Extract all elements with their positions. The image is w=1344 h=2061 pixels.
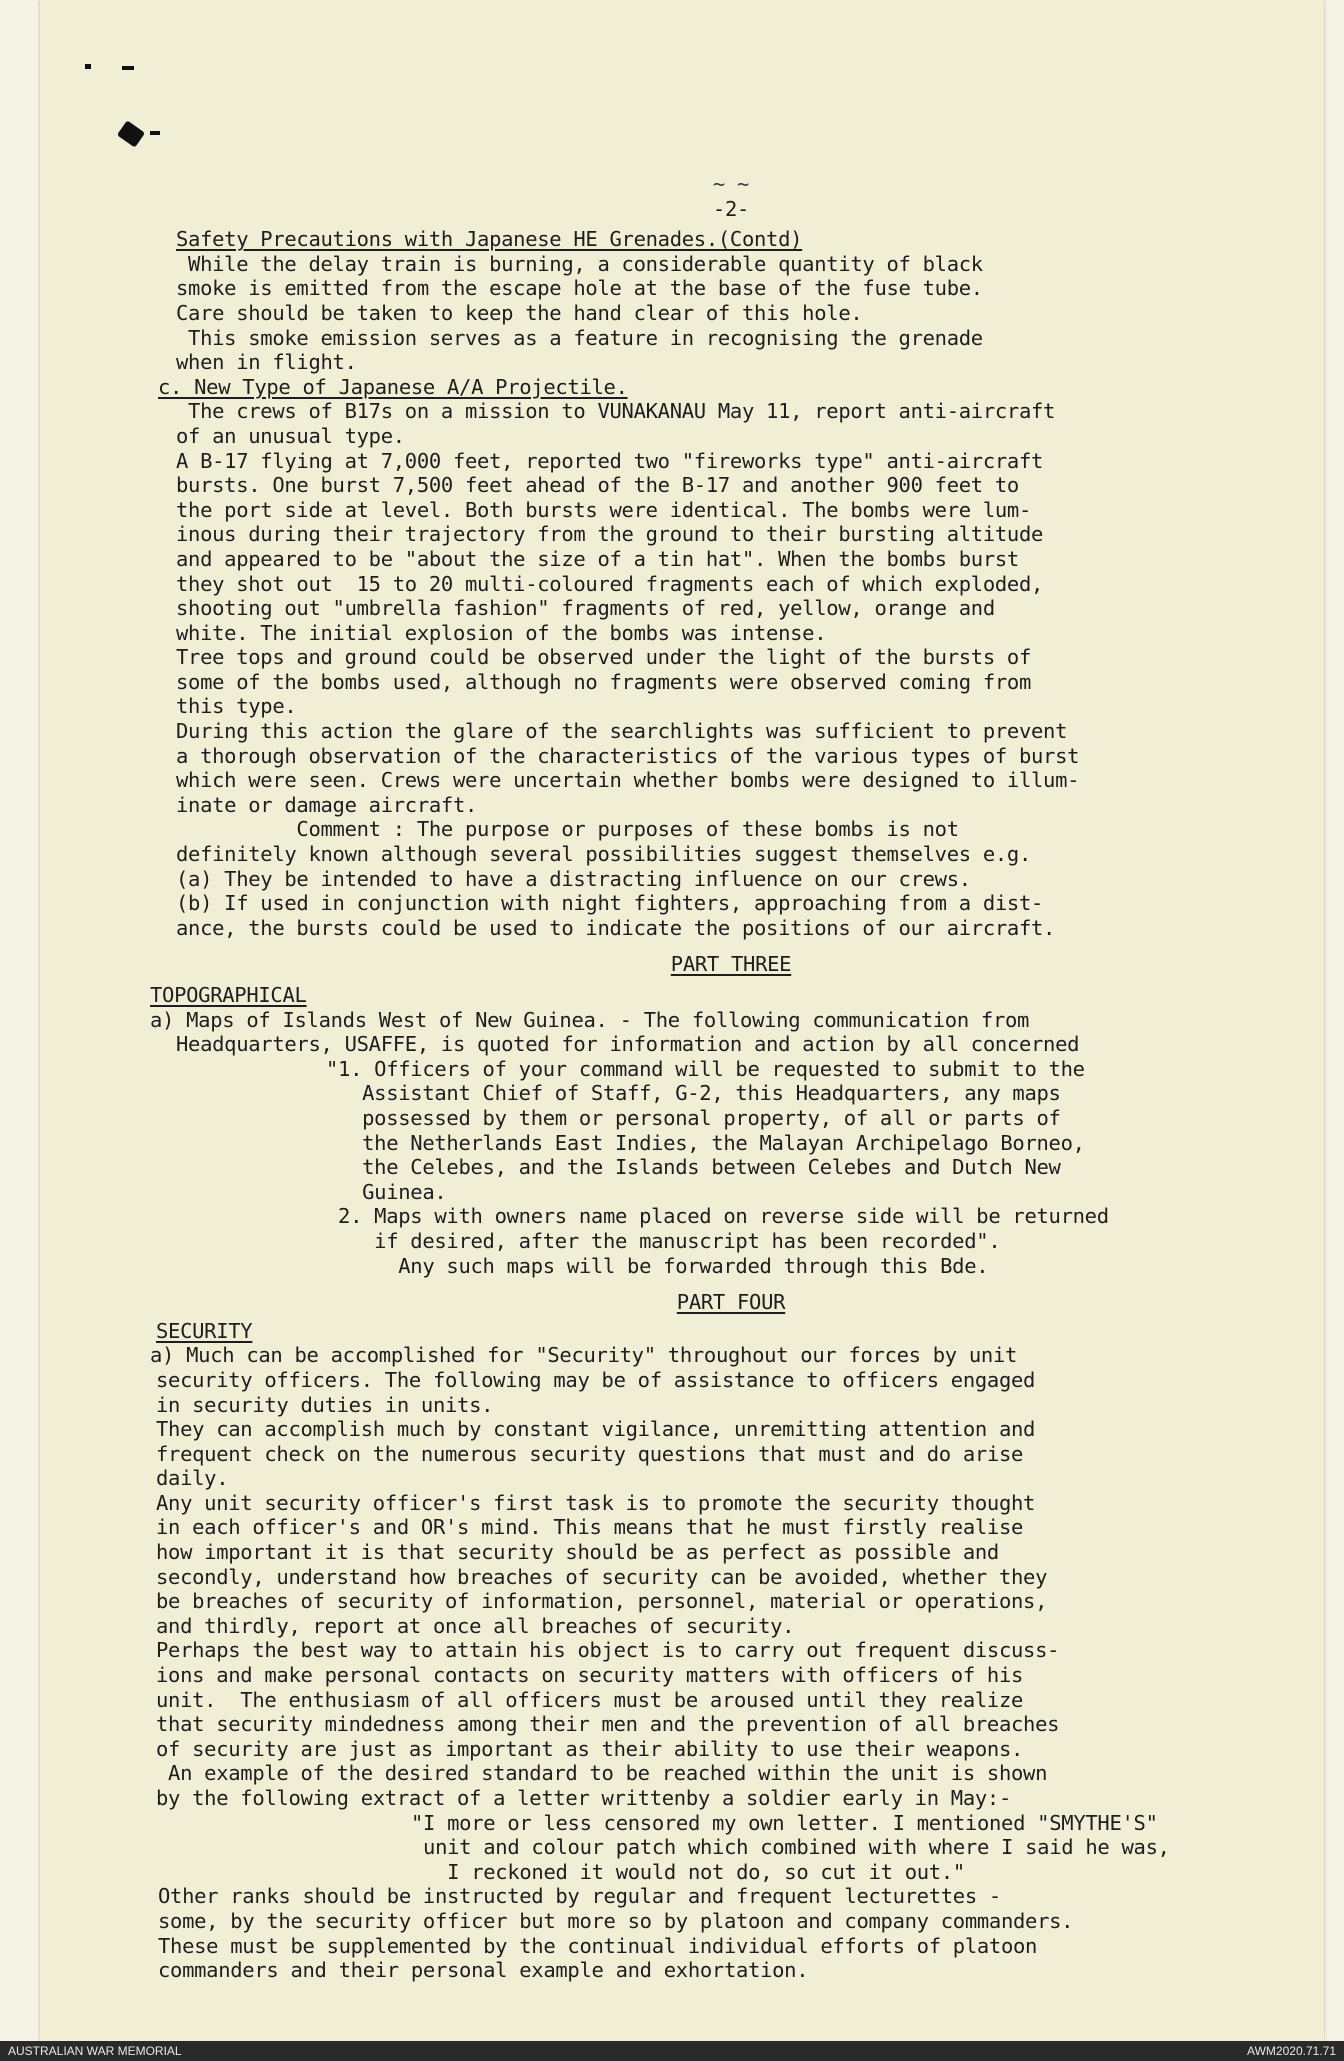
text-line: commanders and their personal example and exhortation. [158, 1958, 809, 1983]
section-security [150, 1343, 1286, 1983]
heading-part-three: PART THREE [670, 952, 792, 977]
text-line: that security mindedness among their men and the prevention of all breaches [156, 1712, 1060, 1737]
letter-extract-line: I reckoned it would not do, so cut it out." [411, 1859, 965, 1884]
text-line: unit. The enthusiasm of all officers must be aroused until they realize [156, 1687, 1024, 1712]
text-line: Perhaps the best way to attain his object is to carry out frequent discuss- [156, 1638, 1060, 1663]
text-line: frequent check on the numerous security questions that must and do arise [156, 1441, 1024, 1466]
text-line: which were seen. Crews were uncertain whether bombs were designed to illum- [176, 768, 1080, 793]
heading-new-type-projectile: c. New Type of Japanese A/A Projectile. [158, 374, 628, 399]
text-line: Comment : The purpose or purposes of these bombs is not [176, 817, 959, 842]
text-line: some of the bombs used, although no fragments were observed coming from [176, 669, 1031, 694]
text-line: some, by the security officer but more so by platoon and company commanders. [158, 1908, 1074, 1933]
page-number: -2- [712, 196, 750, 221]
text-line: Any unit security officer's first task is to promote the security thought [156, 1490, 1036, 1515]
text-line: and appeared to be "about the size of a tin hat". When the bombs burst [176, 546, 1019, 571]
ink-mark [122, 66, 134, 70]
text-line: While the delay train is burning, a considerable quantity of black [176, 251, 983, 276]
text-line: a) Much can be accomplished for "Security" throughout our forces by unit [150, 1343, 1018, 1368]
text-line: of security are just as important as their ability to use their weapons. [156, 1736, 1024, 1761]
text-line: by the following extract of a letter writtenby a soldier early in May:- [156, 1786, 1011, 1810]
text-line: The crews of B17s on a mission to VUNAKANAU May 11, report anti-aircraft [176, 399, 1056, 424]
text-line: this type. [176, 694, 297, 719]
quoted-line: possessed by them or personal property, of all or parts of [326, 1105, 1061, 1130]
text-line: be breaches of security of information, personnel, material or operations, [156, 1589, 1048, 1614]
text-line: They can accomplish much by constant vigilance, unremitting attention and [156, 1417, 1036, 1442]
quoted-line: the Celebes, and the Islands between Celebes and Dutch New [326, 1155, 1061, 1180]
text-line: inate or damage aircraft. [176, 792, 478, 817]
text-line: (a) They be intended to have a distracting influence on our crews. [176, 866, 971, 891]
archive-footer [0, 2041, 1344, 2061]
document-text [150, 164, 1286, 1983]
text-line: During this action the glare of the searchlights was sufficient to prevent [176, 719, 1068, 744]
quoted-line: "1. Officers of your command will be requested to submit to the [326, 1056, 1085, 1081]
text-line: in security duties in units. [156, 1392, 494, 1417]
text-line: smoke is emitted from the escape hole at the base of the fuse tube. [176, 276, 983, 301]
text-line: a) Maps of Islands West of New Guinea. - The following communication from [150, 1007, 1030, 1032]
text-line: (b) If used in conjunction with night fighters, approaching from a dist- [176, 891, 1044, 916]
section-topographical [150, 1007, 1286, 1279]
text-line: bursts. One burst 7,500 feet ahead of the B-17 and another 900 feet to [176, 473, 1019, 498]
text-line: A B-17 flying at 7,000 feet, reported two "fireworks type" anti-aircraft [176, 448, 1044, 473]
text-line: inous during their trajectory from the ground to their bursting altitude [176, 522, 1044, 547]
text-line: Tree tops and ground could be observed under the light of the bursts of [176, 645, 1031, 670]
letter-extract-line: "I more or less censored my own letter. I mentioned "SMYTHE'S" [411, 1810, 1158, 1835]
quoted-line: Assistant Chief of Staff, G-2, this Headquarters, any maps [326, 1081, 1061, 1106]
quoted-line: the Netherlands East Indies, the Malayan Archipelago Borneo, [326, 1130, 1085, 1155]
heading-safety-precautions: Safety Precautions with Japanese HE Grenades.(Contd) [176, 227, 803, 252]
text-line: Other ranks should be instructed by regular and frequent lecturettes - [158, 1884, 1001, 1909]
footer-reference: AWM2020.71.71 [1247, 2044, 1336, 2058]
text-line: An example of the desired standard to be reached within the unit is shown [156, 1761, 1048, 1786]
text-line: secondly, understand how breaches of security can be avoided, whether they [156, 1564, 1048, 1589]
ink-mark [150, 131, 160, 135]
text-line: ance, the bursts could be used to indicate the positions of our aircraft. [176, 915, 1056, 940]
text-line: security officers. The following may be of assistance to officers engaged [156, 1367, 1036, 1392]
text-line: in each officer's and OR's mind. This means that he must firstly realise [156, 1515, 1024, 1540]
text-line: definitely known although several possibilities suggest themselves e.g. [176, 842, 1031, 867]
text-line: Care should be taken to keep the hand clear of this hole. [176, 300, 863, 325]
text-line: This smoke emission serves as a feature in recognising the grenade [176, 325, 983, 350]
text-line: when in flight. [176, 350, 357, 375]
quoted-line: Guinea. [326, 1179, 447, 1204]
ink-blot [117, 120, 145, 147]
heading-security: SECURITY [156, 1318, 253, 1343]
text-line: they shot out 15 to 20 multi-coloured fragments each of which exploded, [176, 571, 1044, 596]
footer-institution: AUSTRALIAN WAR MEMORIAL [8, 2044, 182, 2058]
text-line: and thirdly, report at once all breaches of security. [156, 1613, 795, 1638]
document-page [40, 0, 1324, 2041]
heading-part-four: PART FOUR [676, 1290, 786, 1315]
heading-topographical: TOPOGRAPHICAL [150, 983, 307, 1007]
text-line: a thorough observation of the characteristics of the various types of burst [176, 743, 1080, 768]
text-line: the port side at level. Both bursts were identical. The bombs were lum- [176, 497, 1031, 522]
quoted-line: Any such maps will be forwarded through this Bde. [326, 1253, 989, 1278]
text-line: of an unusual type. [176, 423, 405, 448]
text-line: daily. [156, 1466, 229, 1491]
text-line: white. The initial explosion of the bombs was intense. [176, 620, 827, 645]
text-line: These must be supplemented by the continual individual efforts of platoon [158, 1933, 1038, 1958]
letter-extract-line: unit and colour patch which combined with where I said he was, [411, 1835, 1170, 1860]
text-line: Headquarters, USAFFE, is quoted for information and action by all concerned [176, 1032, 1080, 1057]
text-line: ions and make personal contacts on security matters with officers of his [156, 1663, 1024, 1688]
quoted-line: 2. Maps with owners name placed on reverse side will be returned [326, 1204, 1109, 1229]
section-grenades-and-projectile [158, 227, 1286, 940]
page-marks: ~ ~ [712, 172, 750, 196]
quoted-line: if desired, after the manuscript has been recorded". [326, 1228, 1001, 1253]
text-line: shooting out "umbrella fashion" fragments of red, yellow, orange and [176, 596, 995, 621]
text-line: how important it is that security should be as perfect as possible and [156, 1540, 999, 1565]
ink-mark [85, 64, 91, 69]
